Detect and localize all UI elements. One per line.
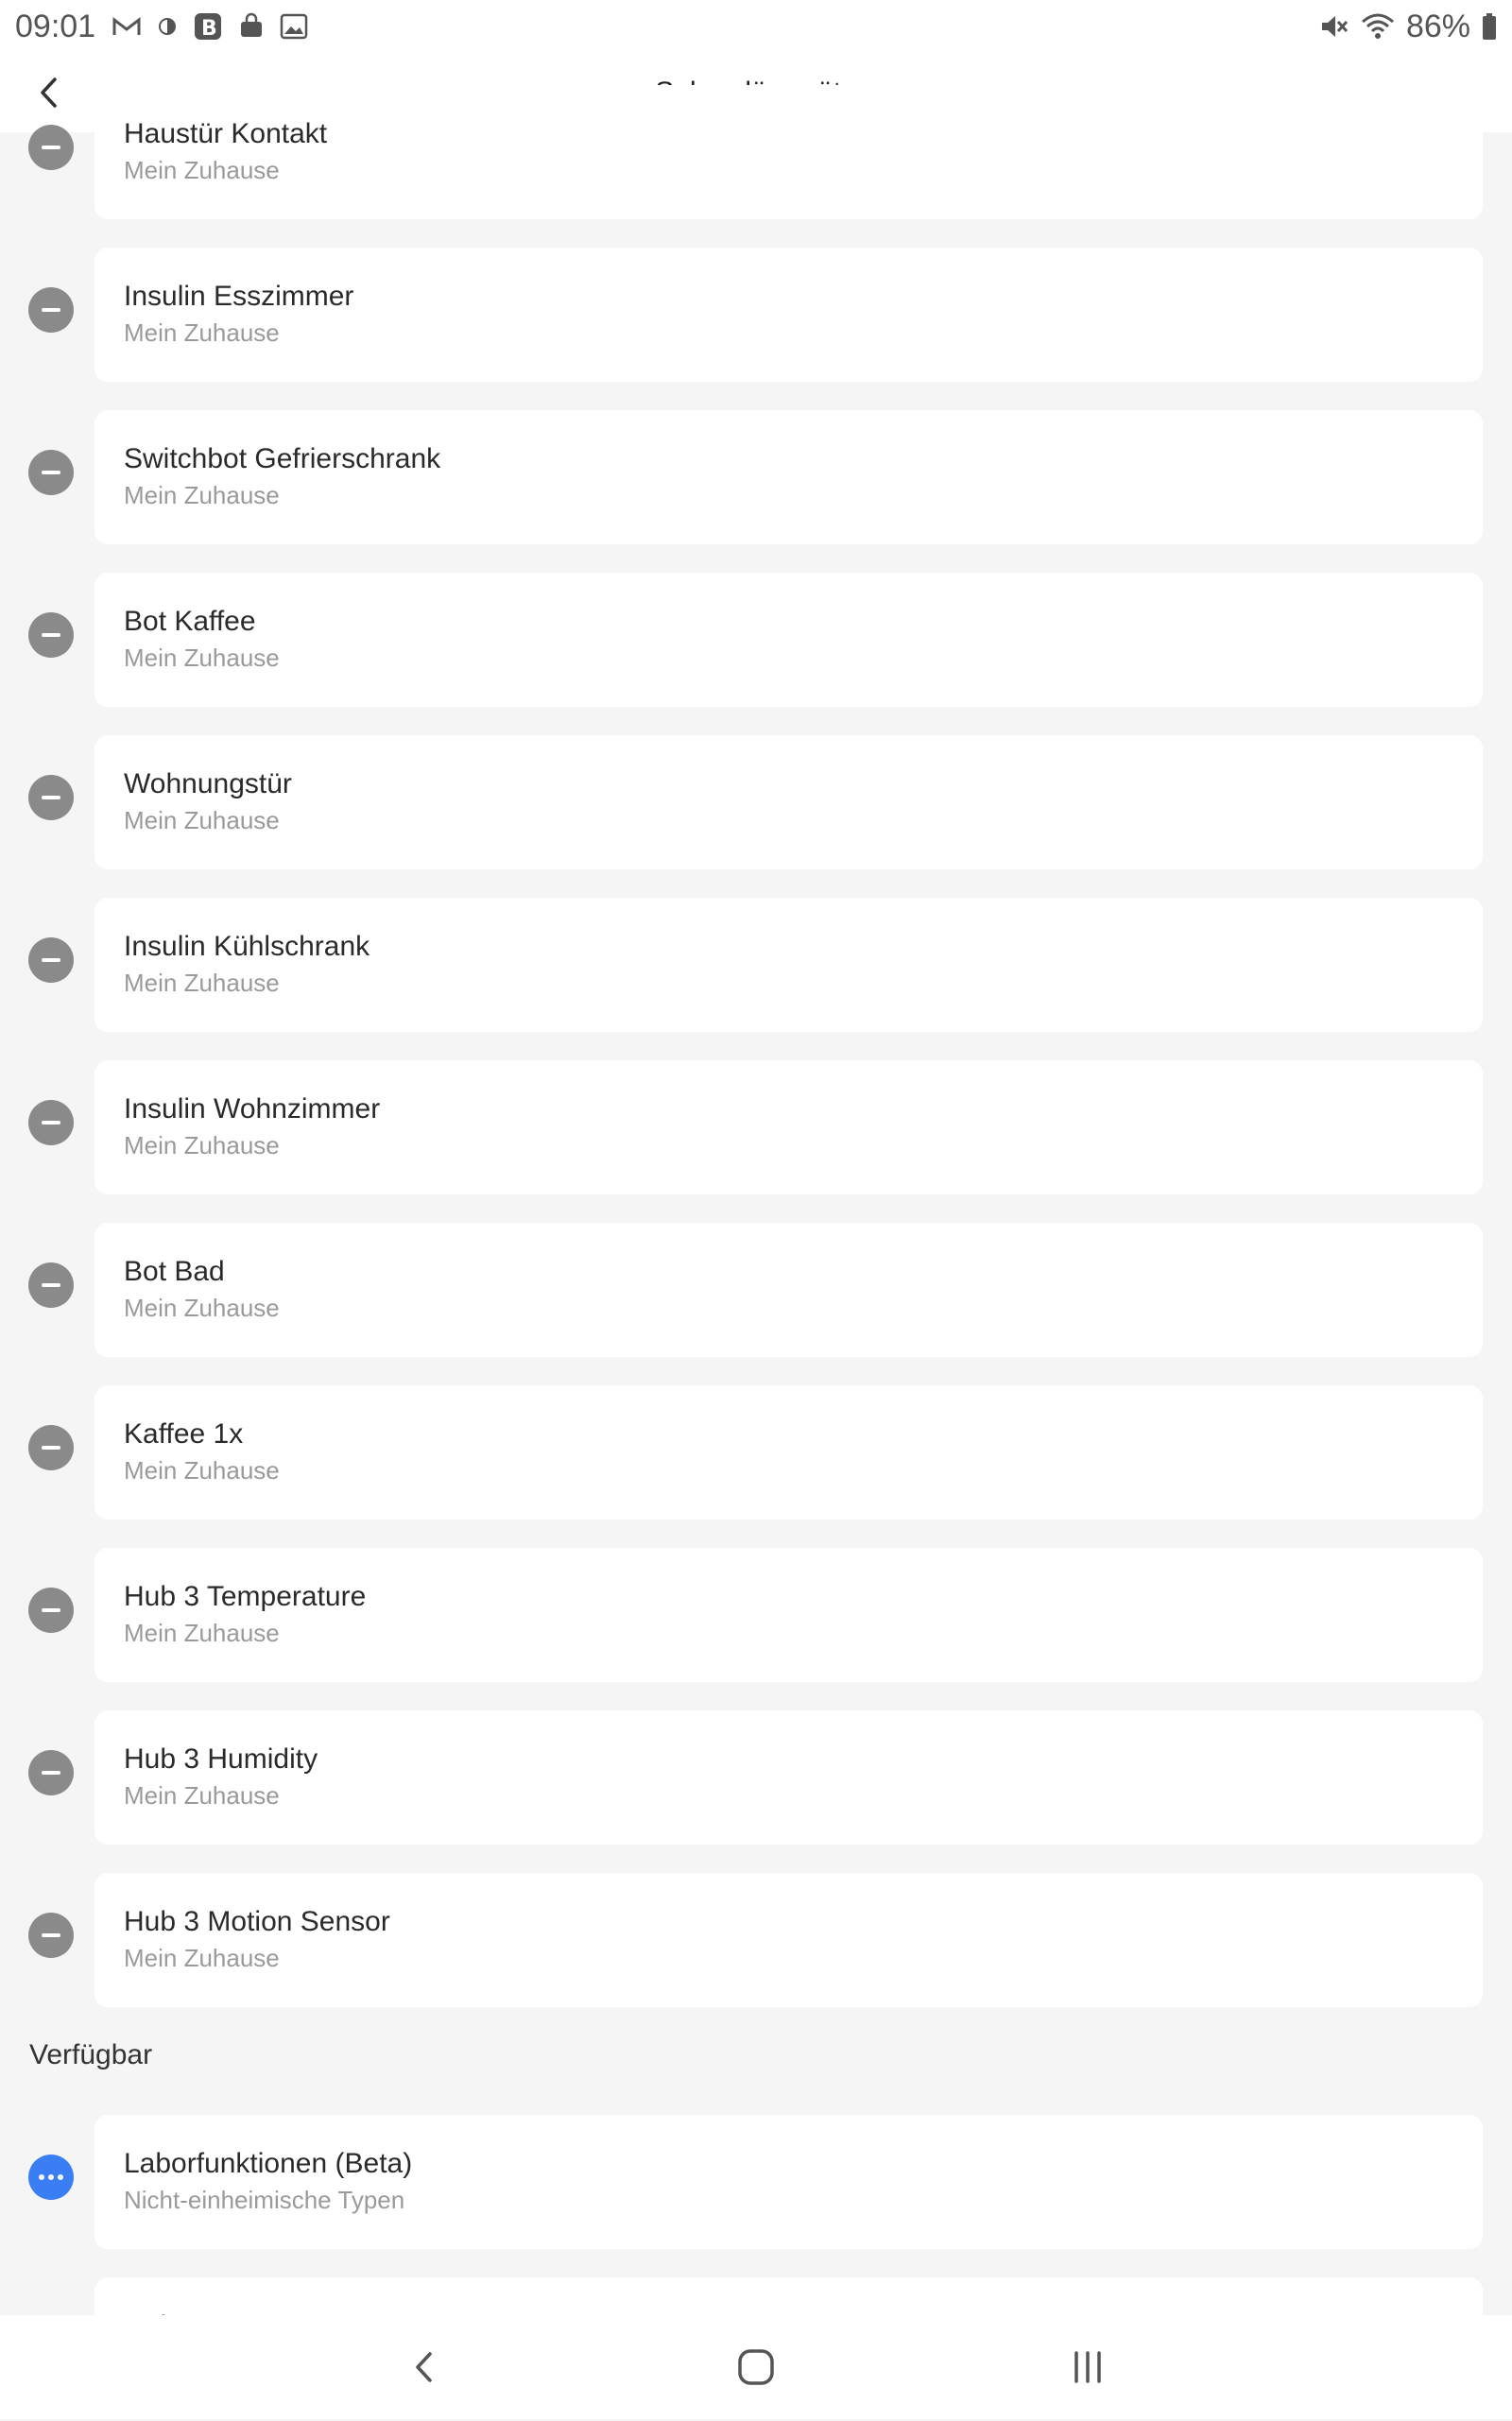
list-item bbox=[0, 1204, 1512, 1366]
device-location: Mein Zuhause bbox=[124, 1294, 280, 1322]
device-card[interactable] bbox=[94, 573, 1483, 707]
list-item bbox=[0, 1854, 1512, 2017]
status-time: 09:01 bbox=[15, 8, 96, 44]
list-item bbox=[0, 554, 1512, 716]
battery-percentage: 86% bbox=[1405, 8, 1470, 44]
nav-recents-button[interactable] bbox=[1059, 2339, 1116, 2395]
remove-icon[interactable] bbox=[28, 1425, 74, 1470]
shopping-bag-icon bbox=[239, 14, 264, 39]
device-card[interactable] bbox=[94, 1223, 1483, 1357]
device-name: Insulin Kühlschrank bbox=[124, 931, 370, 962]
list-item bbox=[0, 2096, 1512, 2258]
device-card[interactable] bbox=[94, 1548, 1483, 1682]
device-name: Switchbot Gefrierschrank bbox=[124, 443, 441, 474]
remove-icon[interactable] bbox=[28, 1750, 74, 1795]
device-location: Mein Zuhause bbox=[124, 806, 280, 834]
nav-recents-icon bbox=[1069, 2348, 1107, 2386]
device-name: Hub 3 Motion Sensor bbox=[124, 1906, 390, 1937]
device-name: Insulin Esszimmer bbox=[124, 281, 354, 312]
device-location: Mein Zuhause bbox=[124, 318, 280, 347]
nav-back-icon bbox=[409, 2348, 438, 2386]
device-location: Mein Zuhause bbox=[124, 1781, 280, 1810]
list-item bbox=[0, 391, 1512, 554]
remove-icon[interactable] bbox=[28, 1913, 74, 1958]
device-location: Mein Zuhause bbox=[124, 1131, 280, 1159]
device-location: Mein Zuhause bbox=[124, 1619, 280, 1647]
remove-icon[interactable] bbox=[28, 612, 74, 658]
nav-home-icon bbox=[737, 2348, 775, 2386]
battery-icon bbox=[1482, 12, 1497, 41]
mute-icon bbox=[1319, 12, 1349, 41]
section-header-available bbox=[0, 2017, 1512, 2096]
device-location: Mein Zuhause bbox=[124, 1944, 280, 1972]
device-card[interactable] bbox=[94, 85, 1483, 219]
device-type: Nicht-einheimische Typen bbox=[124, 2186, 405, 2214]
more-icon[interactable] bbox=[28, 2155, 74, 2200]
device-card[interactable] bbox=[94, 248, 1483, 382]
device-name: Bot Bad bbox=[124, 1256, 225, 1287]
device-card[interactable] bbox=[94, 735, 1483, 869]
status-bar bbox=[0, 0, 1512, 53]
device-name: Haustür Kontakt bbox=[124, 118, 328, 149]
device-card[interactable] bbox=[94, 898, 1483, 1032]
list-item bbox=[0, 1366, 1512, 1529]
device-card[interactable] bbox=[94, 1710, 1483, 1845]
remove-icon[interactable] bbox=[28, 775, 74, 820]
image-icon bbox=[281, 14, 307, 39]
list-item bbox=[0, 1041, 1512, 1204]
section-label: Verfügbar bbox=[29, 2039, 153, 2070]
list-item bbox=[0, 66, 1512, 229]
remove-icon[interactable] bbox=[28, 937, 74, 983]
device-location: Mein Zuhause bbox=[124, 969, 280, 997]
device-name: Hub 3 Temperature bbox=[124, 1581, 367, 1612]
device-name: Insulin Wohnzimmer bbox=[124, 1093, 381, 1125]
wifi-icon bbox=[1361, 12, 1395, 41]
remove-icon[interactable] bbox=[28, 450, 74, 495]
device-name: Wohnungstür bbox=[124, 768, 292, 799]
device-name: Laborfunktionen (Beta) bbox=[124, 2148, 413, 2179]
list-item bbox=[0, 879, 1512, 1041]
device-card[interactable] bbox=[94, 1385, 1483, 1520]
nav-back-button[interactable] bbox=[395, 2339, 452, 2395]
device-card[interactable] bbox=[94, 410, 1483, 544]
list-item bbox=[0, 229, 1512, 391]
navigation-bar bbox=[0, 2315, 1512, 2419]
remove-icon[interactable] bbox=[28, 1100, 74, 1145]
list-item bbox=[0, 1529, 1512, 1691]
device-location: Mein Zuhause bbox=[124, 1456, 280, 1485]
device-name: Kaffee 1x bbox=[124, 1418, 244, 1450]
device-name: Bot Kaffee bbox=[124, 606, 256, 637]
remove-icon[interactable] bbox=[28, 125, 74, 170]
device-name: Hub 3 Humidity bbox=[124, 1743, 318, 1775]
gmail-icon bbox=[112, 16, 141, 37]
b-app-icon bbox=[194, 12, 222, 41]
device-location: Mein Zuhause bbox=[124, 156, 280, 184]
device-list[interactable] bbox=[0, 118, 1512, 2315]
device-card[interactable] bbox=[94, 2115, 1483, 2249]
remove-icon[interactable] bbox=[28, 1262, 74, 1308]
device-card[interactable] bbox=[94, 1060, 1483, 1194]
remove-icon[interactable] bbox=[28, 1588, 74, 1633]
device-location: Mein Zuhause bbox=[124, 644, 280, 672]
svg-text:B: B bbox=[201, 17, 217, 41]
nav-home-button[interactable] bbox=[728, 2339, 784, 2395]
list-item bbox=[0, 1691, 1512, 1854]
list-item bbox=[0, 716, 1512, 879]
contrast-icon bbox=[158, 17, 177, 36]
remove-icon[interactable] bbox=[28, 287, 74, 333]
device-card[interactable] bbox=[94, 1873, 1483, 2007]
device-location: Mein Zuhause bbox=[124, 481, 280, 509]
